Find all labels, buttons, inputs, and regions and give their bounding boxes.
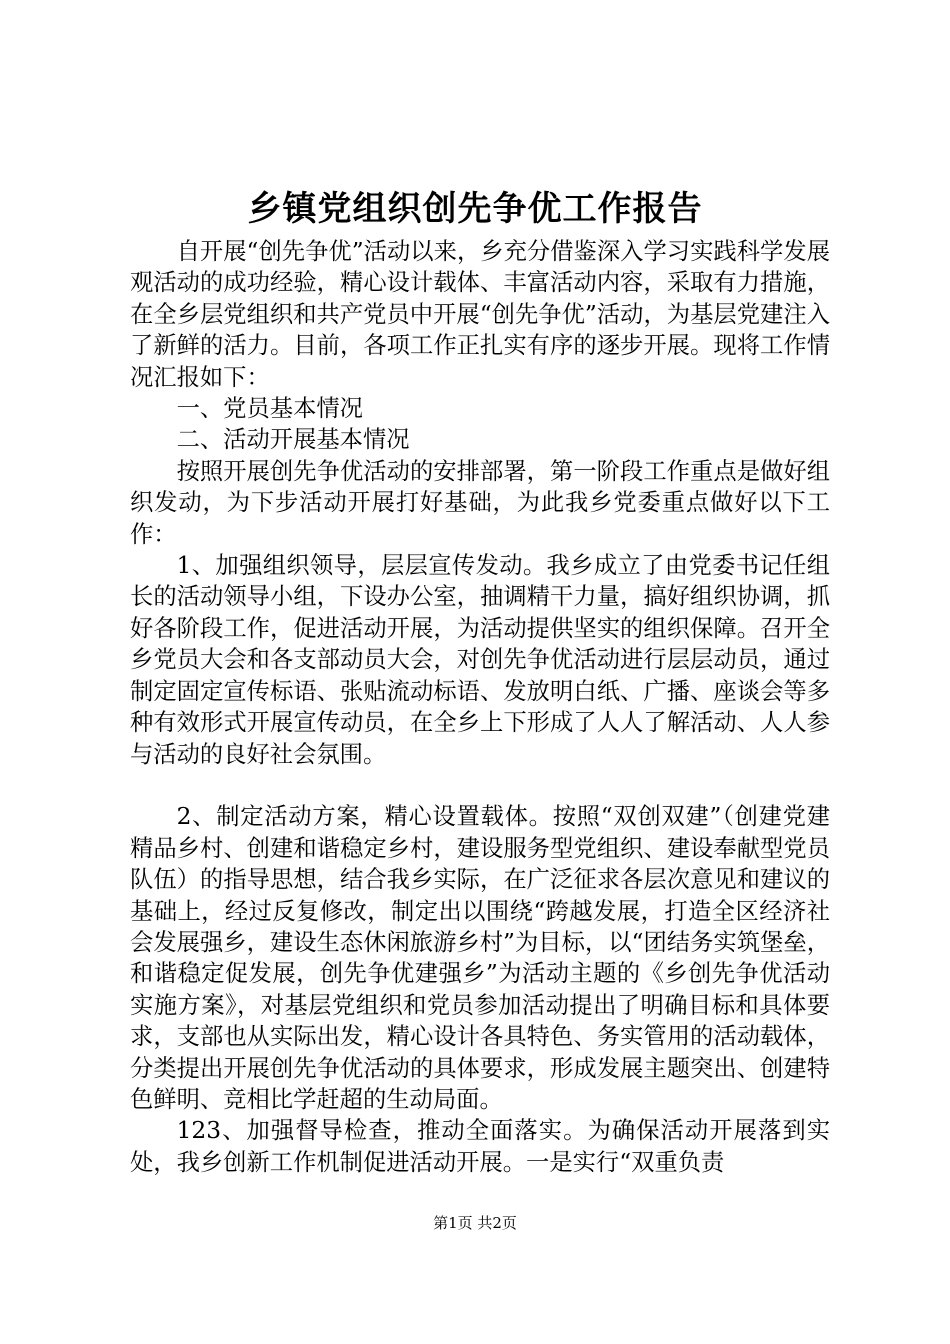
document-body — [130, 236, 830, 1178]
paragraph-intro: 自开展“创先争优”活动以来，乡充分借鉴深入学习实践科学发展观活动的成功经验，精心设计载体、丰富活动内容，采取有力措施，在全乡层党组织和共产党员中开展“创先争优”活动，为基层党建注入了新鲜的活力。目前，各项工作正扎实有序的逐步开展。现将工作情况汇报如下： — [130, 238, 830, 391]
paragraph-item-1: 1、加强组织领导，层层宣传发动。我乡成立了由党委书记任组长的活动领导小组，下设办公室，抽调精干力量，搞好组织协调，抓好各阶段工作，促进活动开展，为活动提供坚实的组织保障。召开全乡党员大会和各支部动员大会，对创先争优活动进行层层动员，通过制定固定宣传标语、张贴流动标语、发放明白纸、广播、座谈会等多种有效形式开展宣传动员，在全乡上下形成了人人了解活动、人人参与活动的良好社会氛围。 — [130, 552, 830, 768]
paragraph-item-2: 2、制定活动方案，精心设置载体。按照“双创双建”（创建党建精品乡村、创建和谐稳定乡村，建设服务型党组织、建设奉献型党员队伍）的指导思想，结合我乡实际，在广泛征求各层次意见和建议的基础上，经过反复修改，制定出以围绕“跨越发展，打造全区经济社会发展强乡，建设生态休闲旅游乡村”为目标，以“团结务实筑堡垒，和谐稳定促发展，创先争优建强乡”为活动主题的《乡创先争优活动实施方案》，对基层党组织和党员参加活动提出了明确目标和具体要求，支部也从实际出发，精心设计各具特色、务实管用的活动载体，分类提出开展创先争优活动的具体要求，形成发展主题突出、创建特色鲜明、竞相比学赶超的生动局面。 — [130, 803, 830, 1113]
paragraph-item-3: 123、加强督导检查，推动全面落实。为确保活动开展落到实处，我乡创新工作机制促进活动开展。一是实行“双重负责 — [130, 1117, 830, 1176]
paragraph-deployment: 按照开展创先争优活动的安排部署，第一阶段工作重点是做好组织发动，为下步活动开展打好基础，为此我乡党委重点做好以下工作： — [130, 457, 830, 548]
heading-party-members: 一、党员基本情况 — [176, 395, 363, 423]
page-footer: 第1页 共2页 — [433, 1214, 517, 1232]
document-title: 乡镇党组织创先争优工作报告 — [247, 189, 703, 229]
heading-activities: 二、活动开展基本情况 — [176, 426, 410, 454]
